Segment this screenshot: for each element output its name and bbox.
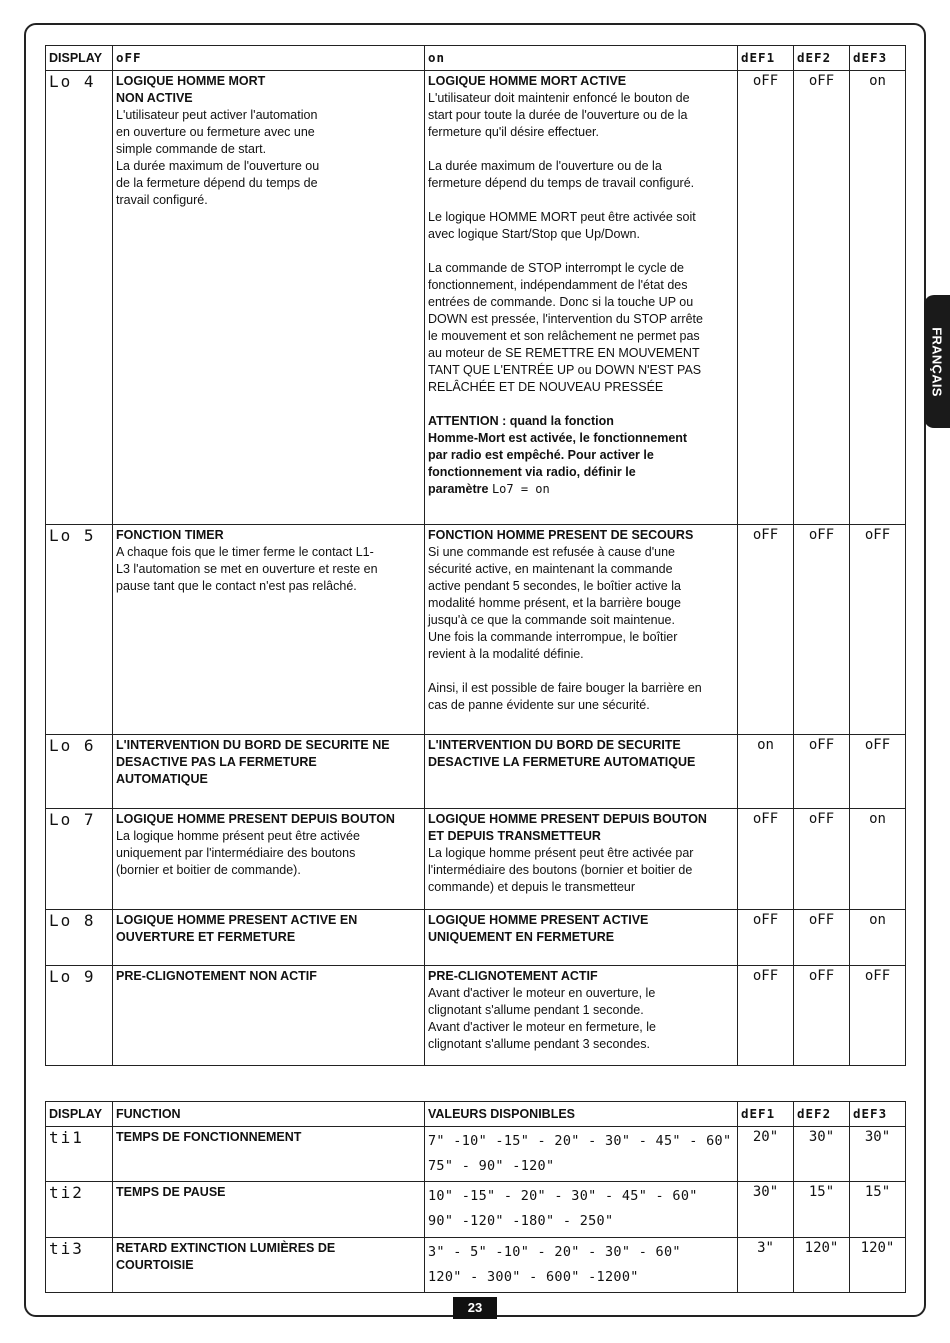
off-cell <box>113 735 425 809</box>
table-header-row <box>46 1102 906 1127</box>
on-paragraph: La commande de STOP interrompt le cycle de fonctionnement, indépendamment de l'état des entrées de commande. Donc si la touche UP ou DOWN est pressée, l'intervention du STOP arrête le mouvement et son relâchement ne permet pas au moteur de SE REMETTRE EN MOUVEMENT TANT QUE L'ENTRÉE UP ou DOWN N'EST PAS RELÂCHÉE ET DE NOUVEAU PRESSÉE <box>428 261 703 394</box>
on-paragraph: Le logique HOMME MORT peut être activée soit avec logique Start/Stop que Up/Down. <box>428 210 696 241</box>
off-text: A chaque fois que le timer ferme le contact L1- L3 l'automation se met en ouverture et reste en pause tant que le contact n'est pas relâché. <box>116 545 378 593</box>
on-paragraph: L'utilisateur doit maintenir enfoncé le bouton de start pour toute la durée de l'ouverture ou de la fermeture qu'il désire effectuer. <box>428 91 690 139</box>
table-row <box>46 809 906 910</box>
row-code: Lo 5 <box>46 525 113 735</box>
table-row <box>46 910 906 966</box>
header-def1: dEF1 <box>738 1102 794 1127</box>
on-cell <box>425 966 738 1066</box>
def2-value: oFF <box>794 809 850 910</box>
on-paragraph: Si une commande est refusée à cause d'une sécurité active, en maintenant la commande active pendant 5 secondes, le boîtier active la modalité homme présent, et la barrière bouge jusqu'à ce que la commande soit maintenue. Une fois la commande interrompue, le boîtier revient à la modalité définie. <box>428 545 681 661</box>
header-def3: dEF3 <box>850 1102 906 1127</box>
def1-value: oFF <box>738 809 794 910</box>
header-on: on <box>425 46 738 71</box>
off-title: PRE-CLIGNOTEMENT NON ACTIF <box>116 969 317 983</box>
def1-value: oFF <box>738 71 794 525</box>
on-title: FONCTION HOMME PRESENT DE SECOURS <box>428 528 694 542</box>
off-cell <box>113 809 425 910</box>
row-code: ti2 <box>46 1182 113 1238</box>
on-paragraph: La durée maximum de l'ouverture ou de la fermeture dépend du temps de travail configuré. <box>428 159 695 190</box>
row-code: Lo 9 <box>46 966 113 1066</box>
def2-value: oFF <box>794 966 850 1066</box>
row-code: Lo 6 <box>46 735 113 809</box>
timing-parameters-table <box>45 1101 906 1293</box>
def1-value: oFF <box>738 910 794 966</box>
row-code: ti1 <box>46 1127 113 1182</box>
on-title: PRE-CLIGNOTEMENT ACTIF <box>428 969 598 983</box>
on-cell <box>425 735 738 809</box>
def1-value: on <box>738 735 794 809</box>
header-off: oFF <box>113 46 425 71</box>
on-paragraph: Avant d'activer le moteur en ouverture, le clignotant s'allume pendant 1 seconde. Avant d'activer le moteur en fermeture, le clignotant s'allume pendant 3 secondes. <box>428 986 656 1051</box>
off-title: L'INTERVENTION DU BORD DE SECURITE NE DESACTIVE PAS LA FERMETURE AUTOMATIQUE <box>116 738 390 786</box>
page-number: 23 <box>453 1297 497 1319</box>
header-function: FUNCTION <box>113 1102 425 1127</box>
table-row <box>46 71 906 525</box>
header-display: DISPLAY <box>46 46 113 71</box>
language-label: FRANÇAIS <box>929 326 945 397</box>
header-def2: dEF2 <box>794 46 850 71</box>
def2-value: oFF <box>794 71 850 525</box>
row-code: ti3 <box>46 1238 113 1293</box>
def3-value: oFF <box>850 966 906 1066</box>
row-code: Lo 8 <box>46 910 113 966</box>
off-title: LOGIQUE HOMME MORT NON ACTIVE <box>116 74 266 105</box>
attention-parameter-code: Lo7 = on <box>491 482 550 496</box>
header-display: DISPLAY <box>46 1102 113 1127</box>
def3-value: oFF <box>850 735 906 809</box>
function-name: TEMPS DE FONCTIONNEMENT <box>113 1127 425 1182</box>
table-row <box>46 525 906 735</box>
def3-value: oFF <box>850 525 906 735</box>
off-text: La logique homme présent peut être activée uniquement par l'intermédiaire des boutons (bornier et boitier de commande). <box>116 829 360 877</box>
table-row <box>46 1182 906 1238</box>
def2-value: 120" <box>794 1238 850 1293</box>
row-code: Lo 7 <box>46 809 113 910</box>
available-values: 10" -15" - 20" - 30" - 45" - 60" 90" -120" -180" - 250" <box>425 1182 738 1238</box>
off-cell <box>113 966 425 1066</box>
def1-value: oFF <box>738 966 794 1066</box>
on-paragraph: Ainsi, il est possible de faire bouger la barrière en cas de panne évidente sur une sécurité. <box>428 681 702 712</box>
on-cell <box>425 525 738 735</box>
language-side-tab <box>924 295 950 428</box>
def3-value: 120" <box>850 1238 906 1293</box>
off-text: L'utilisateur peut activer l'automation en ouverture ou fermeture avec une simple commande de start. La durée maximum de l'ouverture ou de la fermeture dépend du temps de travail configuré. <box>116 108 320 207</box>
header-def3: dEF3 <box>850 46 906 71</box>
table-row <box>46 735 906 809</box>
off-cell <box>113 910 425 966</box>
logic-parameters-table <box>45 45 906 1066</box>
table-header-row <box>46 46 906 71</box>
header-values: VALEURS DISPONIBLES <box>425 1102 738 1127</box>
off-title: FONCTION TIMER <box>116 528 224 542</box>
def2-value: 15" <box>794 1182 850 1238</box>
def1-value: 30" <box>738 1182 794 1238</box>
off-cell <box>113 525 425 735</box>
on-title: L'INTERVENTION DU BORD DE SECURITE DESACTIVE LA FERMETURE AUTOMATIQUE <box>428 738 696 769</box>
header-def1: dEF1 <box>738 46 794 71</box>
available-values: 3" - 5" -10" - 20" - 30" - 60" 120" - 300" - 600" -1200" <box>425 1238 738 1293</box>
table-row <box>46 1238 906 1293</box>
def3-value: 30" <box>850 1127 906 1182</box>
off-title: LOGIQUE HOMME PRESENT ACTIVE EN OUVERTURE ET FERMETURE <box>116 913 358 944</box>
def3-value: on <box>850 910 906 966</box>
on-paragraph: La logique homme présent peut être activée par l'intermédiaire des boutons (bornier et boitier de commande) et depuis le transmetteur <box>428 846 694 894</box>
table-row <box>46 966 906 1066</box>
on-title: LOGIQUE HOMME PRESENT DEPUIS BOUTON ET DEPUIS TRANSMETTEUR <box>428 812 707 843</box>
header-def2: dEF2 <box>794 1102 850 1127</box>
on-cell <box>425 910 738 966</box>
def2-value: 30" <box>794 1127 850 1182</box>
def1-value: 20" <box>738 1127 794 1182</box>
on-title: LOGIQUE HOMME PRESENT ACTIVE UNIQUEMENT EN FERMETURE <box>428 913 649 944</box>
table-row <box>46 1127 906 1182</box>
attention-note: ATTENTION : quand la fonction Homme-Mort est activée, le fonctionnement par radio est empêché. Pour activer le fonctionnement via radio, définir le paramètre <box>428 414 688 496</box>
available-values: 7" -10" -15" - 20" - 30" - 45" - 60" 75" - 90" -120" <box>425 1127 738 1182</box>
def3-value: 15" <box>850 1182 906 1238</box>
def1-value: oFF <box>738 525 794 735</box>
def3-value: on <box>850 809 906 910</box>
def2-value: oFF <box>794 910 850 966</box>
function-name: TEMPS DE PAUSE <box>113 1182 425 1238</box>
on-cell <box>425 71 738 525</box>
def2-value: oFF <box>794 735 850 809</box>
def2-value: oFF <box>794 525 850 735</box>
on-cell <box>425 809 738 910</box>
def3-value: on <box>850 71 906 525</box>
row-code: Lo 4 <box>46 71 113 525</box>
on-title: LOGIQUE HOMME MORT ACTIVE <box>428 74 627 88</box>
def1-value: 3" <box>738 1238 794 1293</box>
off-cell <box>113 71 425 525</box>
off-title: LOGIQUE HOMME PRESENT DEPUIS BOUTON <box>116 812 395 826</box>
function-name: RETARD EXTINCTION LUMIÈRES DE COURTOISIE <box>113 1238 425 1293</box>
